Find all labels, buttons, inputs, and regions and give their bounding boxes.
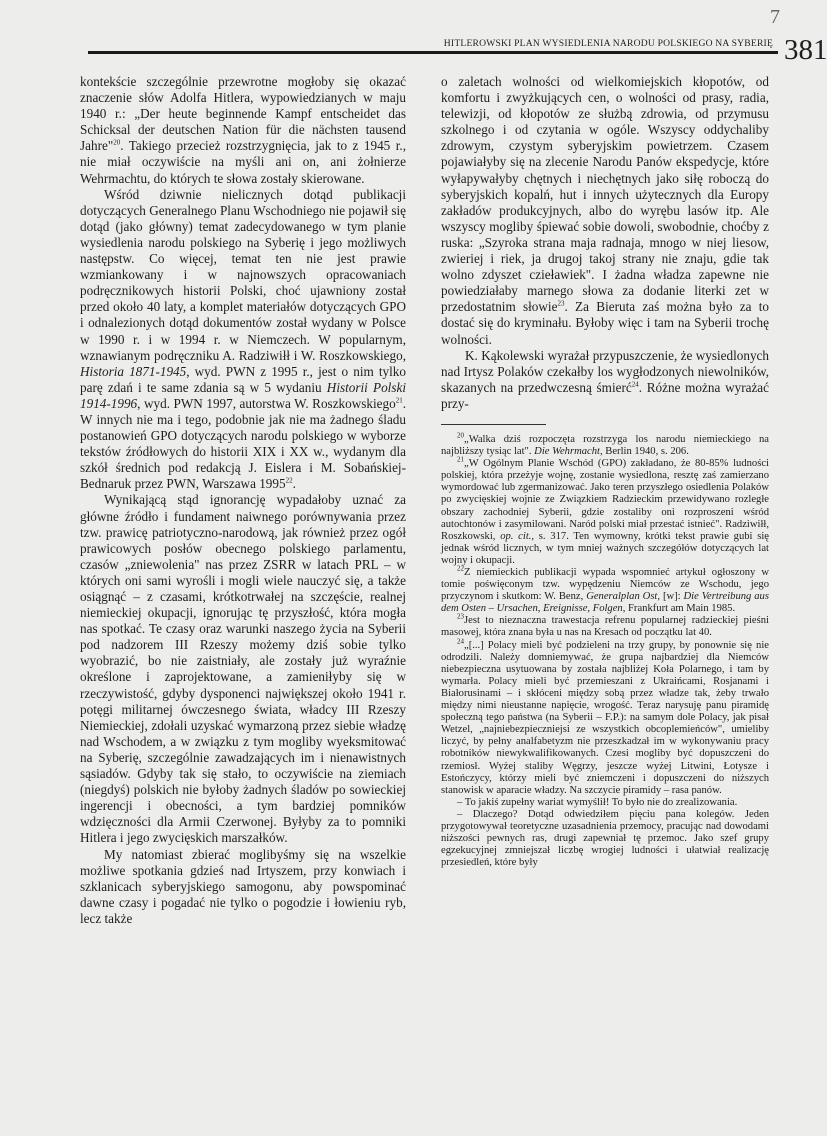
footnote-ref: 20 bbox=[113, 138, 121, 147]
footnote-20: $^{20}$„Walka dziś rozpoczęta rozstrzyga los narodu niemieckiego na najbliższy tysiąc lat". Die Wehrmacht, Berlin 1940, s. 206. bbox=[441, 431, 769, 458]
footnote-24-dialogue: – To jakiś zupełny wariat wymyślił! To było nie do zrealizowania. bbox=[457, 796, 738, 808]
paragraph: My natomiast zbierać moglibyśmy się na wszelkie możliwe spotkania gdzieś nad Irtyszem, przy konwiach i szklanicach syberyjskiego samogonu, aby powspominać dawne czasy i pogadać nie tylko o pogodzie i łowieniu ryb, lecz także bbox=[80, 846, 406, 926]
footnote-21: $^{21}$„W Ogólnym Planie Wschód (GPO) zakładano, że 80-85% ludności polskiej, która przeżyje wojnę, zostanie wysiedlona, resztę zaś zamierzano wymordować lub zgermanizować. Jako teren przyszłego osiedlenia Polaków po zwycięskiej wojnie ze Związkiem Radzieckim przewidywano rozległe obszary zachodniej Syberii, gdzie zostaliby oni rozproszeni wśród autochtonów i zasymilowani. Naród polski miał przestać istnieć". Radziwiłł, Roszkowski, op. cit., s. 317. Ten wymowny, krótki tekst prawie gubi się jednak wśród licznych, w tym mniej ważnych szczegółów dotyczących lat wojny i okupacji. bbox=[441, 455, 769, 566]
paragraph: kontekście szczególnie przewrotne mogłoby się okazać znaczenie słów Adolfa Hitlera, wypowiedzianych w maju 1940 r.: „Der heute beginnende Kampf entscheidet das Schicksal der deutschen Nation für die nächsten tausend Jahre"$^{20}$. Takiego przecież rozstrzygnięcia, jak to z 1945 r., nie miał oczywiście na myśli ani on, ani żołnierze Wehrmachtu, do których te słowa zostały skierowane. bbox=[80, 74, 406, 186]
book-title: Historia 1871-1945 bbox=[80, 363, 187, 379]
right-column bbox=[441, 74, 769, 869]
footnote-ref: 24 bbox=[631, 380, 639, 389]
footnote-23: $^{23}$Jest to nieznaczna trawestacja refrenu popularnej radzieckiej pieśni masowej, która znana była u nas na Kresach od początku lat 40. bbox=[441, 612, 769, 639]
footnote-ref: 21 bbox=[395, 396, 403, 405]
paragraph: Wśród dziwnie nielicznych dotąd publikacji dotyczących Generalnego Planu Wschodniego nie pojawił się dotąd (jako główny) temat zadecydowanego w tym planie wysiedlenia narodu polskiego na Syberię i jego możliwych następstw. Co więcej, temat ten nie jest prawie wzmiankowany i w najnowszych opracowaniach podręcznikowych historii Polski, choć ujawniony został przed około 40 laty, a komplet materiałów dotyczących GPO i odnalezionych dotąd dokumentów został wydany w Polsce w 1990 r. i w 1994 r. w Niemczech. W popularnym, wznawianym podręczniku A. Radziwiłł i W. Roszkowskiego, Historia 1871-1945, wyd. PWN z 1995 r., jest o nim tylko parę zdań i te same zdania są w 5 wydaniu Historii Polski 1914-1996, wyd. PWN 1997, autorstwa W. Roszkowskiego$^{21}$. W innych nie ma i tego, podobnie jak nie ma żadnego śladu postanowień GPO dotyczących narodu polskiego w wyborze tekstów źródłowych do historii XIX i XX w., wydanym dla szkół średnich pod redakcją J. Eislera i M. Sobańskiej-Bednaruk przez PWN, Warszawa 1995$^{22}$. bbox=[80, 186, 406, 492]
book-title: Historii Polski 1914-1996 bbox=[80, 379, 406, 411]
handwritten-corner-mark: 7 bbox=[770, 6, 780, 28]
left-column bbox=[80, 74, 406, 927]
paragraph: o zaletach wolności od wielkomiejskich kłopotów, od komfortu i zwyżkujących cen, o wolności od prasy, radia, telewizji, od kłopotów ze służbą zdrowia, od przymusu szkolnego i od czytania w ogóle. Wszyscy oddychaliby zdrowym, czystym syberyjskim powietrzem. Czasem pojawiałyby się na zlecenie Narodu Panów ekspedycje, które wyłapywałyby chętnych i niechętnych jako siłę roboczą do syberyjskich kopalń, hut i innych użytecznych dla Europy zakładów produkcyjnych, albo do wyrębu lasów itp. Ale wszyscy mogliby śpiewać sobie dowoli, swobodnie, choćby z ruska: „Szyroka strana maja radnaja, mnogo w niej liesow, zwieriej i riek, ja drugoj takoj strany nie znaju, gdie tak wolno zdyszet czieławiek". I żadna władza zapewne nie powiedziałaby marnego słowa za dodanie literki zet w przedostatnim słowie$^{23}$. Za Bieruta zaś można było za to dostać się do kryminału. Byłoby więc i tam na Syberii trochę wolności. bbox=[441, 74, 770, 347]
running-header: HITLEROWSKI PLAN WYSIEDLENIA NARODU POLSKIEGO NA SYBERIĘ bbox=[443, 38, 773, 49]
footnote-ref: 23 bbox=[557, 299, 565, 308]
page-number: 381 bbox=[784, 34, 827, 66]
header-rule bbox=[88, 51, 778, 54]
footnote-24-dialogue: – Dlaczego? Dotąd odwiedziłem pięciu pana kolegów. Jeden przygotowywał teoretyczne uzasadnienia przemocy, pracując nad dowodami niższości pewnych ras, drugi zapewniał tę przemoc. Jako szef grupy egzekucyjnej zmniejszał liczbę wrogiej ludności i ułatwiał realizację przesiedleń, które były bbox=[441, 808, 769, 869]
paragraph: K. Kąkolewski wyrażał przypuszczenie, że wysiedlonych nad Irtysz Polaków czekałby los wygłodzonych niewolników, skazanych na przedwczesną śmierć$^{24}$. Różne można wyrażać przy- bbox=[441, 347, 769, 411]
footnote-separator bbox=[441, 424, 546, 425]
footnote-24: $^{24}$„[...] Polacy mieli być podzieleni na trzy grupy, by ponownie się nie odrodzili. Należy domniemywać, że grupa najbardziej dla Niemców niebezpieczna usytuowana by została najbliżej Koła Polarnego, i tam by wymarła. Polacy mieli być przemieszani z Ukraińcami, Rosjanami i Białorusinami – i skłóceni między sobą przez władze tak, żeby trwało między nimi nieustanne napięcie, wrogość. Teraz narysuję panu piramidę społeczną tego państwa (na Syberii – F.P.): na samym dole Polacy, jak pisał Wetzel, „najniebezpieczniejsi ze wszystkich obcoplemieńców", umieliby liczyć, by pełny analfabetyzm nie przeszkadzał im w wykonywaniu pracy robotników niewykwalifikowanych. Czesi mogliby być dopuszczeni do rzemiosł. Wyżej staliby Węgrzy, jeszcze wyżej Litwini, Łotysze i Estończycy, którzy mieli być zniemczeni i dopuszczeni do niższych stanowisk w aparacie władzy. Na szczycie piramidy – rasa panów. bbox=[441, 637, 769, 796]
footnote-22: $^{22}$Z niemieckich publikacji wypada wspomnieć artykuł ogłoszony w tomie poświęconym tzw. wypędzeniu Niemców ze Wschodu, jego przyczynom i skutkom: W. Benz, Generalplan Ost, [w]: Die Vertreibung aus dem Osten – Ursachen, Ereignisse, Folgen, Frankfurt am Main 1985. bbox=[441, 564, 769, 615]
footnote-ref: 22 bbox=[285, 476, 293, 485]
paragraph: Wynikającą stąd ignorancję wypadałoby uznać za główne źródło i fundament naiwnego porównywania przez tzw. prawicę patriotyczno-narodową, jak również przez ogół prawicowych posłów obecnego polskiego parlamentu, czasów „zniewolenia" nas przez ZSRR w latach PRL – w których oni sami wyrośli i mogli wiele nauczyć się, a także osiągnąć – z czasami, krótkotrwałej na szczęście, realnej niemieckiej okupacji, ignorując tę przyszłość, która mogła nas spotkać. Te czasy oraz warunki naszego życia na Syberii pod nadzorem III Rzeszy możemy dziś sobie tylko wyobrazić, bo nie zaistniały, ale zostały już wyraźnie określone i zaprojektowane, a zamieniłyby się w rzeczywistość, gdyby dysponenci największej około 1941 r. potęgi militarnej ówczesnego świata, władcy III Rzeszy Niemieckiej, zdołali uzyskać wymarzoną przez siebie władzę nad Wschodem, a w związku z tym mogliby wyeksmitować na Syberię, szczególnie zawadzających im i nienawistnych sąsiadów. Gdyby tak się stało, to oczywiście na ziemiach (niegdyś) polskich nie byłoby żadnych śladów po sowieckiej ingerencji i obecności, a tym bardziej pomników wdzięczności dla Armii Czerwonej. Byłyby za to pomniki Hitlera i jego zwycięskich marszałków. bbox=[80, 492, 406, 846]
